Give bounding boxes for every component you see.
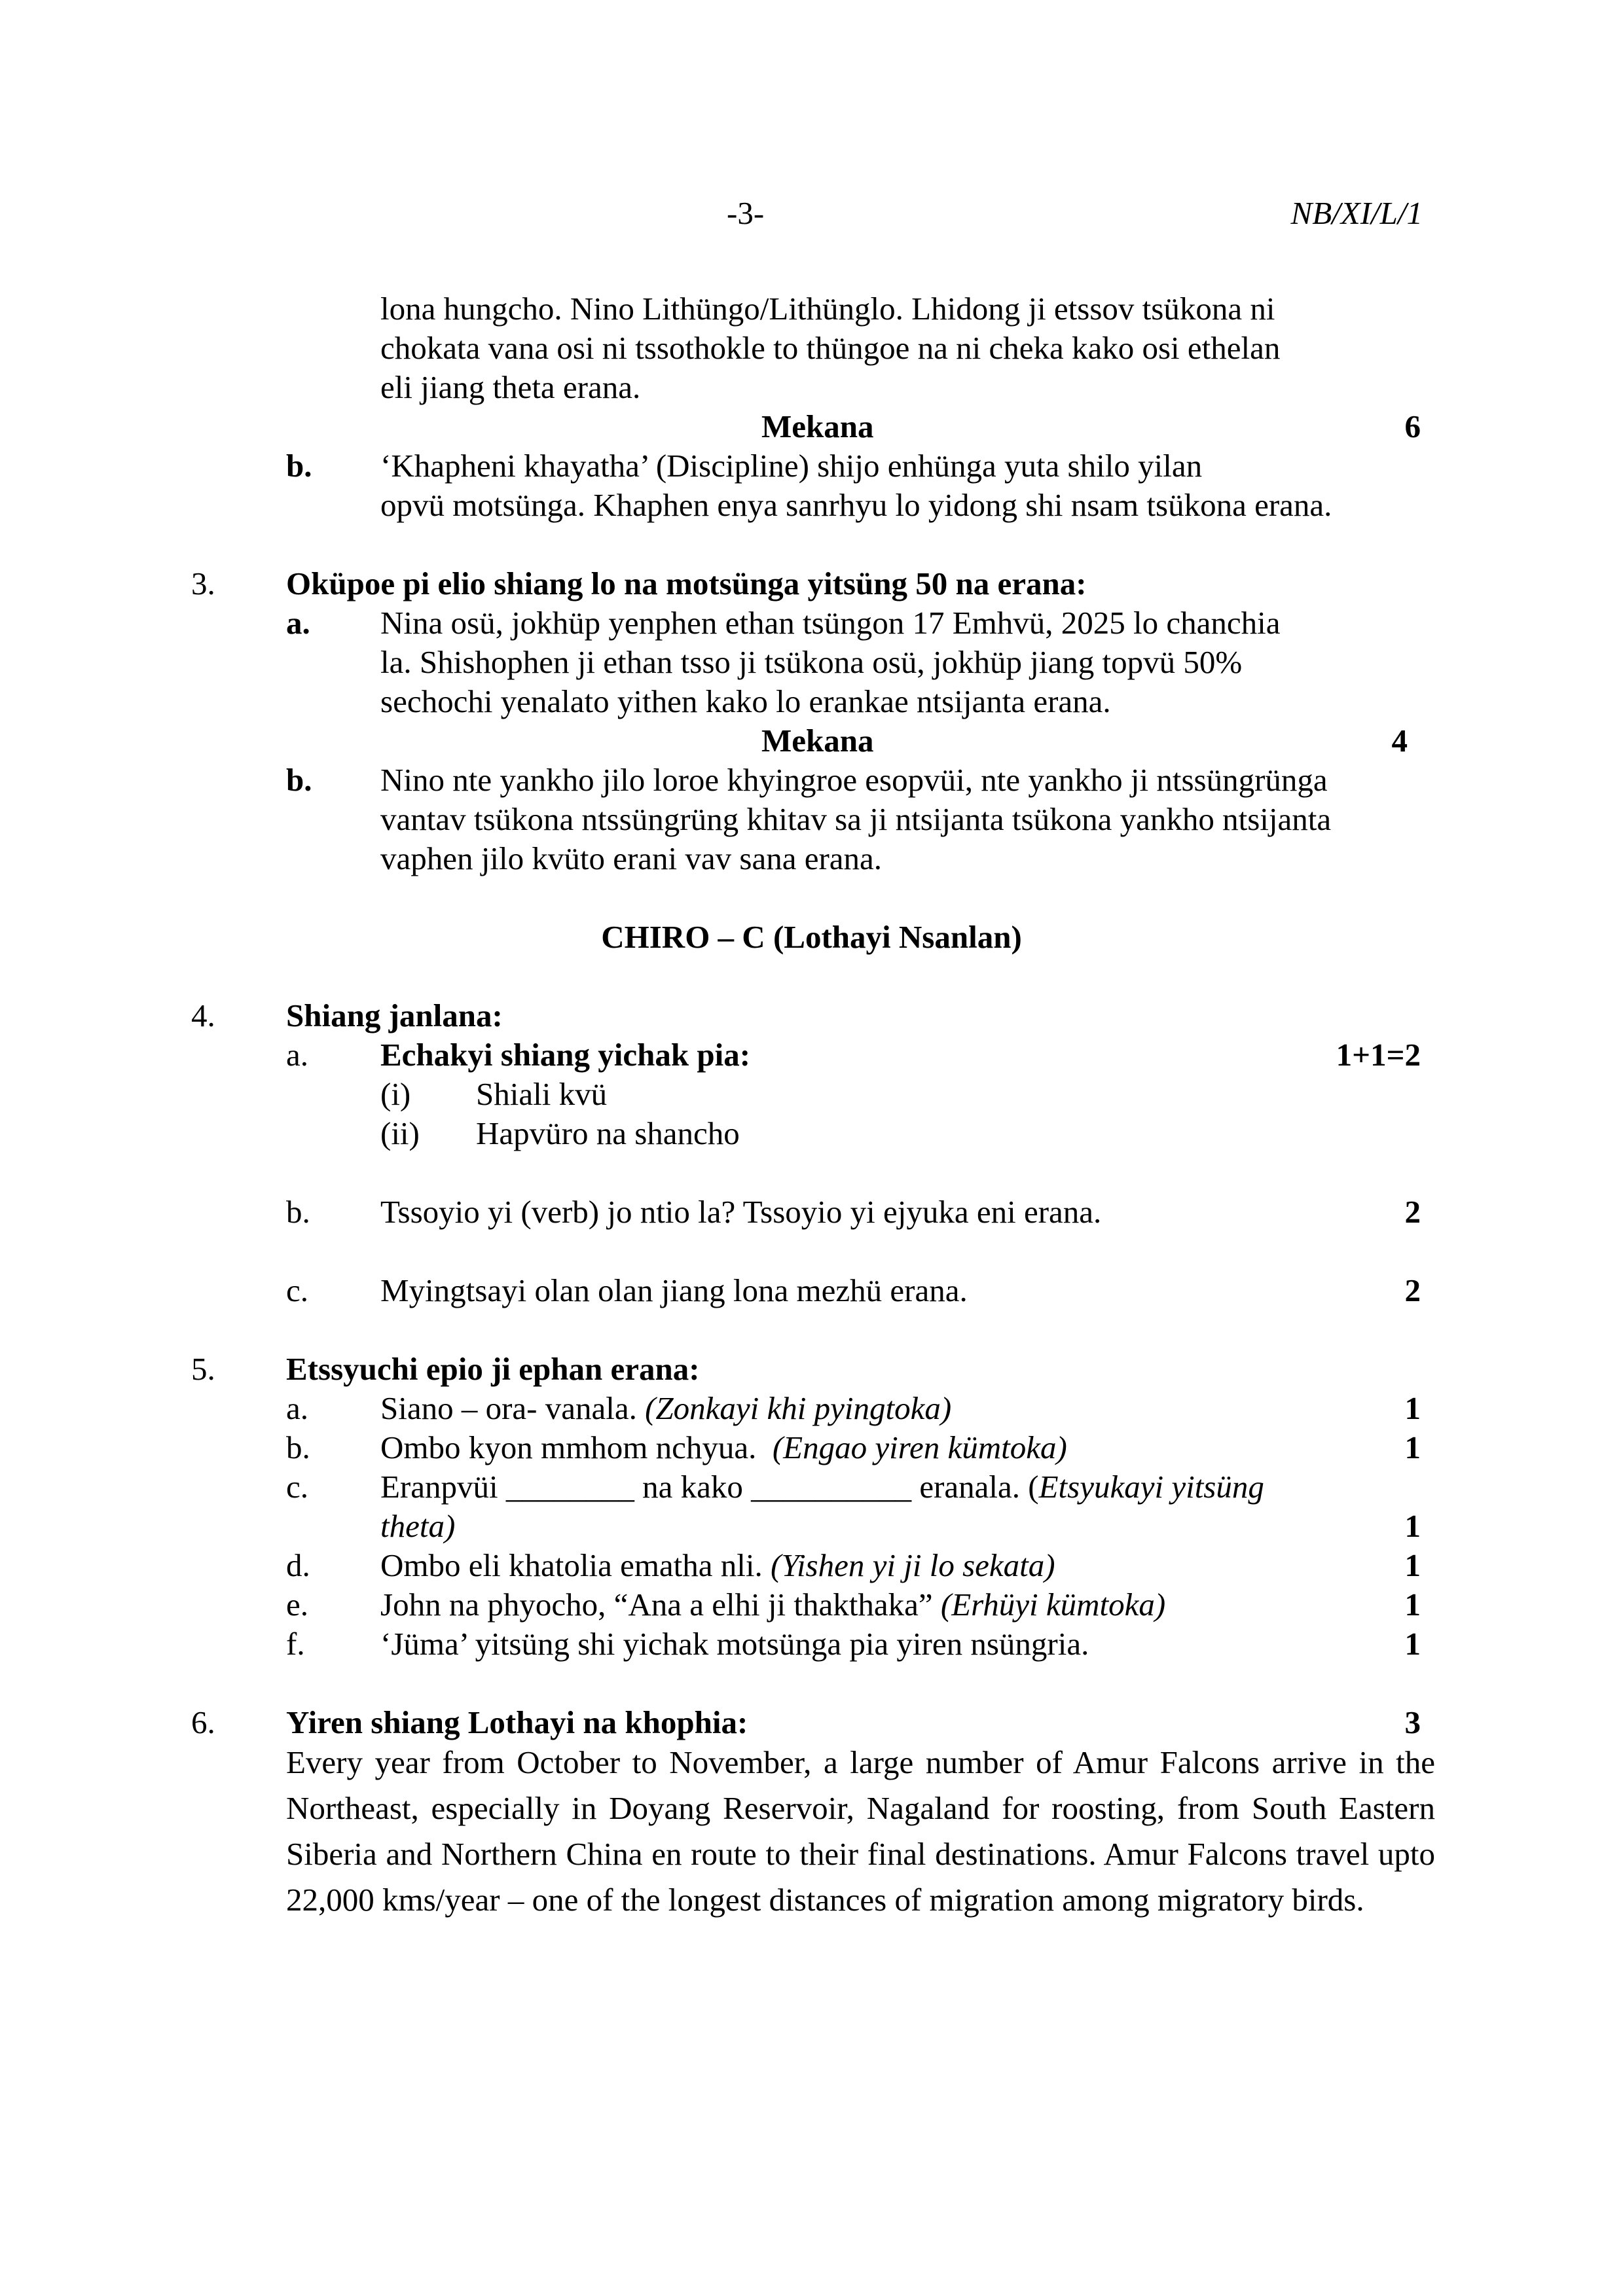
q4-a-label: a. bbox=[286, 1037, 308, 1073]
q5-title: Etssyuchi epio ji ephan erana: bbox=[286, 1351, 700, 1387]
q4-c-label: c. bbox=[286, 1272, 308, 1308]
marks: 1 bbox=[1404, 1587, 1421, 1623]
q5-item-label: d. bbox=[286, 1547, 310, 1583]
q5-item-text: John na phyocho, “Ana a elhi ji thakthaka” (Erhüyi kümtoka) bbox=[380, 1587, 1166, 1623]
marks: 3 bbox=[1404, 1704, 1421, 1740]
q2-b-line: ‘Khapheni khayatha’ (Discipline) shijo enhünga yuta shilo yilan bbox=[380, 448, 1203, 484]
q5-item-text: Ombo eli khatolia ematha nli. (Yishen yi ji lo sekata) bbox=[380, 1547, 1055, 1583]
or-label: Mekana bbox=[761, 408, 874, 444]
q4-c-text: Myingtsayi olan olan jiang lona mezhü erana. bbox=[380, 1272, 968, 1308]
q5-item-label: e. bbox=[286, 1587, 308, 1623]
marks: 6 bbox=[1404, 408, 1421, 444]
q6-title: Yiren shiang Lothayi na khophia: bbox=[286, 1704, 748, 1740]
marks: 1 bbox=[1404, 1547, 1421, 1583]
q5-item-label: b. bbox=[286, 1429, 310, 1465]
q2-a-line: lona hungcho. Nino Lithüngo/Lithünglo. Lhidong ji etssov tsükona ni bbox=[380, 291, 1275, 327]
q5-item-text: Eranpvüi ________ na kako __________ eranala. (Etsyukayi yitsüng bbox=[380, 1469, 1264, 1505]
q2-b-label: b. bbox=[286, 448, 312, 484]
q3-b-line: vaphen jilo kvüto erani vav sana erana. bbox=[380, 840, 883, 876]
marks: 2 bbox=[1404, 1272, 1421, 1308]
section-heading: CHIRO – C (Lothayi Nsanlan) bbox=[601, 919, 1022, 955]
marks: 4 bbox=[1391, 723, 1408, 759]
q3-a-line: Nina osü, jokhüp yenphen ethan tsüngon 17 Emhvü, 2025 lo chanchia bbox=[380, 605, 1281, 641]
q3-a-line: la. Shishophen ji ethan tsso ji tsükona osü, jokhüp jiang topvü 50% bbox=[380, 644, 1243, 680]
q3-b-line: Nino nte yankho jilo loroe khyingroe esopvüi, nte yankho ji ntssüngrünga bbox=[380, 762, 1328, 798]
q3-a-line: sechochi yenalato yithen kako lo erankae ntsijanta erana. bbox=[380, 683, 1111, 719]
q4-a-item-text: Shiali kvü bbox=[476, 1076, 608, 1112]
q2-a-line: eli jiang theta erana. bbox=[380, 369, 641, 405]
marks: 1 bbox=[1404, 1626, 1421, 1662]
q5-item-label: a. bbox=[286, 1390, 308, 1426]
q4-number: 4. bbox=[191, 997, 215, 1033]
q3-a-label: a. bbox=[286, 605, 310, 641]
q6-number: 6. bbox=[191, 1704, 215, 1740]
q5-item-text: Ombo kyon mmhom nchyua. (Engao yiren kümtoka) bbox=[380, 1429, 1067, 1465]
q3-b-line: vantav tsükona ntssüngrüng khitav sa ji ntsijanta tsükona yankho ntsijanta bbox=[380, 801, 1332, 837]
q5-item-text: ‘Jüma’ yitsüng shi yichak motsünga pia yiren nsüngria. bbox=[380, 1626, 1089, 1662]
marks: 1+1=2 bbox=[1336, 1037, 1421, 1073]
paper-code: NB/XI/L/1 bbox=[1290, 195, 1423, 231]
or-label: Mekana bbox=[761, 723, 874, 759]
q5-item-text-cont: theta) bbox=[380, 1508, 456, 1544]
q6-passage: Every year from October to November, a large number of Amur Falcons arrive in the Northeast, especially in Doyang Reservoir, Nagaland for roosting, from South Eastern Siberia and Northern China en route to their final destinations. Amur Falcons travel upto 22,000 kms/year – one of the longest distances of migration among migratory birds. bbox=[286, 1744, 1435, 1918]
q4-b-text: Tssoyio yi (verb) jo ntio la? Tssoyio yi ejyuka eni erana. bbox=[380, 1194, 1102, 1230]
q4-a-item-text: Hapvüro na shancho bbox=[476, 1115, 740, 1151]
q4-b-label: b. bbox=[286, 1194, 310, 1230]
q2-b-line: opvü motsünga. Khaphen enya sanrhyu lo yidong shi nsam tsükona erana. bbox=[380, 487, 1332, 523]
q4-a-item-label: (ii) bbox=[380, 1115, 420, 1151]
q4-a-text: Echakyi shiang yichak pia: bbox=[380, 1037, 751, 1073]
q3-title: Oküpoe pi elio shiang lo na motsünga yitsüng 50 na erana: bbox=[286, 565, 1087, 601]
marks: 1 bbox=[1404, 1508, 1421, 1544]
page-number: -3- bbox=[727, 195, 765, 231]
q5-item-text: Siano – ora- vanala. (Zonkayi khi pyingtoka) bbox=[380, 1390, 952, 1426]
q3-b-label: b. bbox=[286, 762, 312, 798]
q5-item-label: c. bbox=[286, 1469, 308, 1505]
q5-item-label: f. bbox=[286, 1626, 305, 1662]
q3-number: 3. bbox=[191, 565, 215, 601]
q2-a-line: chokata vana osi ni tssothokle to thüngoe na ni cheka kako osi ethelan bbox=[380, 330, 1281, 366]
q5-number: 5. bbox=[191, 1351, 215, 1387]
q4-title: Shiang janlana: bbox=[286, 997, 503, 1033]
marks: 1 bbox=[1404, 1390, 1421, 1426]
marks: 2 bbox=[1404, 1194, 1421, 1230]
q4-a-item-label: (i) bbox=[380, 1076, 411, 1112]
marks: 1 bbox=[1404, 1429, 1421, 1465]
